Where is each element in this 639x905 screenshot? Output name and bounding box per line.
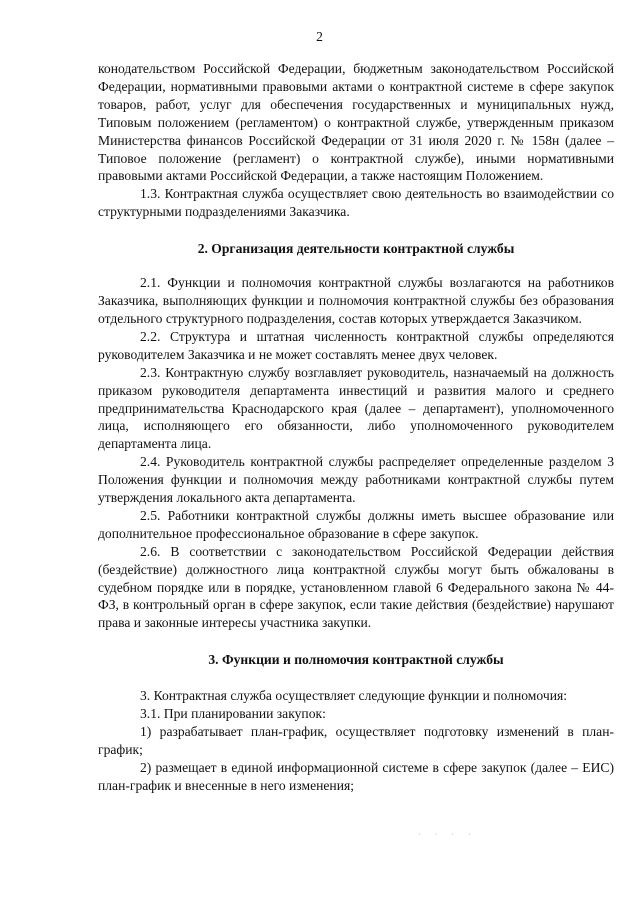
paragraph-2-2: 2.2. Структура и штатная численность контрактной службы определяются руководителем Заказчика и не может составлять менее двух человек.: [98, 328, 614, 362]
paragraph-3-1-2: 2) размещает в единой информационной системе в сфере закупок (далее – ЕИС) план-график и внесенные в него изменения;: [98, 759, 614, 793]
page-number: 2: [316, 29, 323, 44]
paragraph-3-1-1: 1) разрабатывает план-график, осуществляет подготовку изменений в план-график;: [98, 724, 614, 757]
document-body: [98, 60, 614, 795]
paragraph-continuation: конодательством Российской Федерации, бюджетным законодательством Российской Федерации, нормативными правовыми актами о контрактной системе в сфере закупок товаров, работ, услуг для обеспечения государственных и муниципальных нужд, Типовым положением (регламентом) о контрактной службе, утвержденным приказом Министерства финансов Российской Федерации от 31 июля 2020 г. № 158н (далее – Типовое положение (регламент) о контрактной службе), иными нормативными правовыми актами Российской Федерации, а также настоящим Положением.: [98, 61, 614, 184]
paragraph-3-1: 3.1. При планировании закупок:: [140, 706, 326, 722]
paragraph-2-5: 2.5. Работники контрактной службы должны иметь высшее образование или дополнительное профессиональное образование в сфере закупок.: [98, 507, 614, 541]
paragraph-2-6: 2.6. В соответствии с законодательством Российской Федерации действия (бездействие) должностного лица контрактной службы могут быть обжалованы в судебном порядке или в порядке, установленном главой 6 Федерального закона № 44-ФЗ, в контрольный орган в сфере закупок, если такие действия (бездействие) нарушают права и законные интересы участника закупки.: [98, 543, 614, 631]
paragraph-2-4: 2.4. Руководитель контрактной службы распределяет определенные разделом 3 Положения функции и полномочия между работниками контрактной службы путем утверждения локального акта департамента.: [98, 454, 614, 506]
paragraph-1-3: 1.3. Контрактная служба осуществляет свою деятельность во взаимодействии со структурными подразделениями Заказчика.: [98, 186, 614, 220]
paragraph-2-3: 2.3. Контрактную службу возглавляет руководитель, назначаемый на должность приказом руководителя департамента инвестиций и развития малого и среднего предпринимательства Краснодарского края (далее – департамент), уполномоченного лица, исполняющего его обязанности, либо уполномоченного руководителем департамента лица.: [98, 364, 614, 452]
paragraph-3: 3. Контрактная служба осуществляет следующие функции и полномочия:: [140, 688, 567, 704]
scan-specks: · · · ·: [418, 830, 477, 839]
paragraph-2-1: 2.1. Функции и полномочия контрактной службы возлагаются на работников Заказчика, выполняющих функции и полномочия контрактной службы без образования отдельного структурного подразделения, состав которых утверждается Заказчиком.: [98, 275, 614, 326]
section-3-heading: 3. Функции и полномочия контрактной службы: [208, 652, 504, 668]
section-2-heading: 2. Организация деятельности контрактной службы: [197, 241, 515, 257]
